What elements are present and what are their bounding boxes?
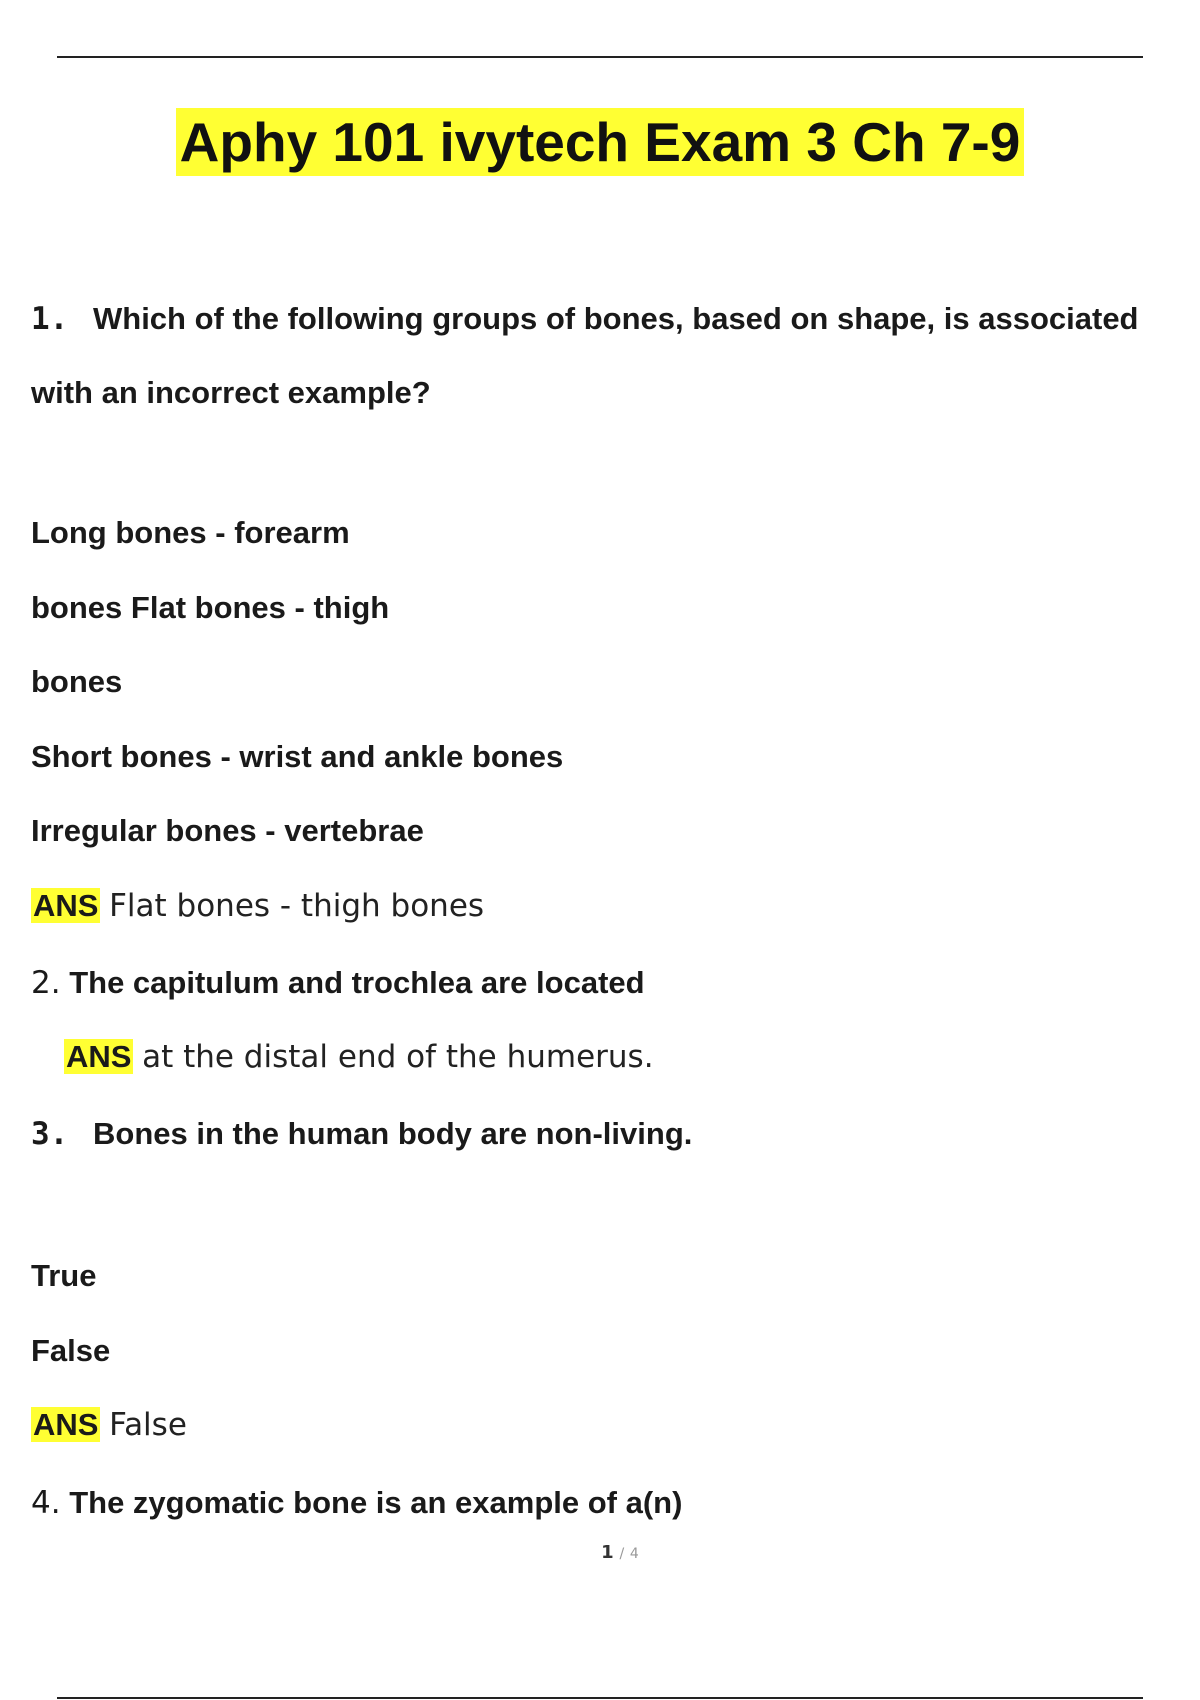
question-3-number: 3.: [31, 1116, 69, 1152]
question-2-text: The capitulum and trochlea are located: [69, 965, 645, 1000]
question-1-option-1: Long bones - forearm: [31, 515, 350, 550]
top-rule: [57, 56, 1143, 58]
question-1-number: 1.: [31, 301, 69, 337]
title-container: [0, 108, 1200, 176]
question-2-number: 2.: [31, 965, 61, 1001]
question-1-answer: [31, 886, 484, 926]
question-1-option-4: Short bones - wrist and ankle bones: [31, 739, 564, 774]
question-3-line: [31, 1114, 692, 1154]
question-3-answer: [31, 1405, 187, 1445]
current-page: 1: [601, 1542, 614, 1563]
question-1-option-3: bones: [31, 664, 123, 699]
bottom-rule: [57, 1697, 1143, 1699]
question-1-line-1: [31, 299, 1139, 339]
question-3-text: Bones in the human body are non-living.: [93, 1116, 693, 1151]
question-1-text-line-2: with an incorrect example?: [31, 375, 431, 410]
question-2-answer: [64, 1037, 654, 1077]
question-1-option-5: Irregular bones - vertebrae: [31, 813, 424, 848]
answer-label: ANS: [33, 1407, 99, 1442]
page-indicator: [0, 1542, 1200, 1563]
answer-text: False: [109, 1407, 187, 1443]
answer-label: ANS: [33, 888, 99, 923]
answer-text: at the distal end of the humerus.: [142, 1039, 654, 1075]
question-3-option-2: False: [31, 1333, 111, 1368]
question-4-text: The zygomatic bone is an example of a(n): [69, 1485, 683, 1520]
total-pages: 4: [629, 1546, 639, 1562]
question-4-line: [31, 1483, 682, 1523]
question-2-line: [31, 963, 645, 1003]
question-1-option-2: bones Flat bones - thigh: [31, 590, 390, 625]
question-3-option-1: True: [31, 1258, 97, 1293]
answer-label: ANS: [66, 1039, 132, 1074]
question-1-text-line-1: Which of the following groups of bones, based on shape, is associated: [93, 301, 1139, 336]
page-separator: /: [619, 1546, 625, 1562]
answer-text: Flat bones - thigh bones: [109, 888, 485, 924]
question-4-number: 4.: [31, 1485, 61, 1521]
document-title: Aphy 101 ivytech Exam 3 Ch 7-9: [176, 108, 1025, 176]
